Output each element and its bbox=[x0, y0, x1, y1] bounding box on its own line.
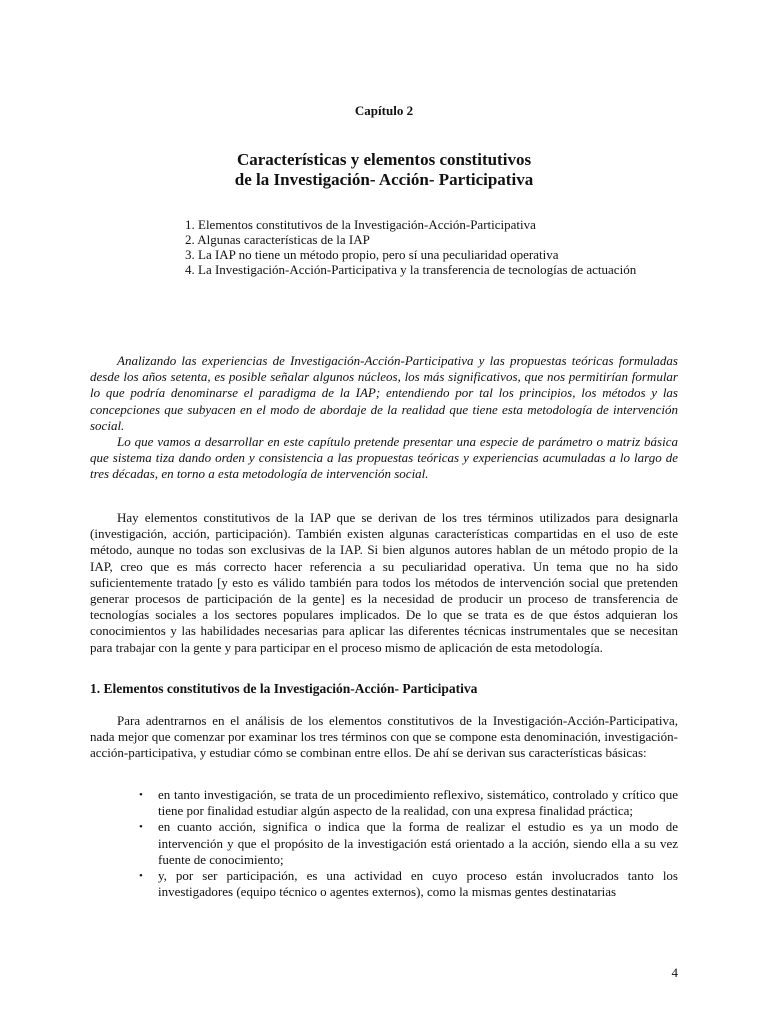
body-paragraph: Hay elementos constitutivos de la IAP que se derivan de los tres términos utilizados para designarla (investigación, acción, participación). También existen algunas características compartidas en el uso de este método, aunque no todas son exclusivas de la IAP. Si bien algunos autores hablan de un método propio de la IAP, creo que es más correcto hacer referencia a su peculiaridad operativa. Un tema que no ha sido suficientemente tratado [y esto es válido también para todos los métodos de intervención social que pretenden generar procesos de participación de la gente] es la necesidad de producir un proceso de transferencia de tecnologías sociales a los sectores populares implicados. De lo que se trata es de que éstos adquieran los conocimientos y las habilidades necesarias para aplicar las diferentes técnicas instrumentales que se necesitan para trabajar con la gente y para participar en el proceso mismo de aplicación de esta metodología. bbox=[90, 510, 678, 655]
bullet-icon: • bbox=[139, 789, 143, 801]
chapter-label: Capítulo 2 bbox=[354, 103, 414, 118]
page-number: 4 bbox=[671, 965, 678, 980]
list-item bbox=[139, 868, 678, 900]
bullet-icon: • bbox=[139, 870, 143, 883]
section-intro bbox=[90, 713, 678, 762]
abstract-paragraph: Analizando las experiencias de Investigación-Acción-Participativa y las propuestas teóricas formuladas desde los años setenta, es posible señalar algunos núcleos, los más significativos, que nos permitirían formular lo que podría denominarse el paradigma de la IAP; entendiendo por tal los principios, los métodos y las concepciones que subyacen en el modo de abordaje de la realidad que tiene esta metodología de intervención social. bbox=[90, 353, 678, 433]
characteristics-list bbox=[139, 787, 678, 900]
section-heading: 1. Elementos constitutivos de la Investigación-Acción- Participativa bbox=[90, 681, 478, 696]
list-item-text: y, por ser participación, es una actividad en cuyo proceso están involucrados tanto los investigadores (equipo técnico o agentes externos), como la mismas gentes destinatarias bbox=[158, 868, 678, 900]
toc-item: 1. Elementos constitutivos de la Investigación-Acción-Participativa bbox=[185, 217, 536, 232]
abstract-paragraph: Lo que vamos a desarrollar en este capítulo pretende presentar una especie de parámetro o matriz básica que sistema tiza dando orden y consistencia a las propuestas teóricas y experiencias acumuladas a lo largo de tres décadas, en torno a esta metodología de intervención social. bbox=[90, 434, 678, 482]
list-item-text: en cuanto acción, significa o indica que la forma de realizar el estudio es ya un modo de intervención y que el propósito de la investigación está orientado a la acción, siendo ella a su vez fuente de conocimiento; bbox=[158, 819, 678, 867]
table-of-contents bbox=[185, 217, 678, 277]
toc-item: 4. La Investigación-Acción-Participativa y la transferencia de tecnologías de actuación bbox=[185, 262, 637, 277]
section-intro-paragraph: Para adentrarnos en el análisis de los elementos constitutivos de la Investigación-Acción-Participativa, nada mejor que comenzar por examinar los tres términos con que se compone esta denominación, investigación-acción-participativa, y estudiar cómo se combinan entre ellos. De ahí se derivan sus características básicas: bbox=[90, 713, 678, 761]
list-item bbox=[139, 787, 678, 819]
chapter-title-line-2: de la Investigación- Acción- Participativa bbox=[234, 170, 534, 189]
chapter-abstract bbox=[90, 353, 678, 483]
chapter-title bbox=[0, 150, 768, 190]
intro-body bbox=[90, 510, 678, 656]
list-item-text: en tanto investigación, se trata de un procedimiento reflexivo, sistemático, controlado y crítico que tiene por finalidad estudiar algún aspecto de la realidad, con una expresa finalidad práctica; bbox=[158, 787, 678, 819]
bullet-icon: • bbox=[139, 821, 143, 834]
toc-item: 3. La IAP no tiene un método propio, pero sí una peculiaridad operativa bbox=[185, 247, 559, 262]
chapter-title-line-1: Características y elementos constitutivos bbox=[236, 150, 532, 169]
toc-item: 2. Algunas características de la IAP bbox=[185, 232, 370, 247]
list-item bbox=[139, 819, 678, 868]
